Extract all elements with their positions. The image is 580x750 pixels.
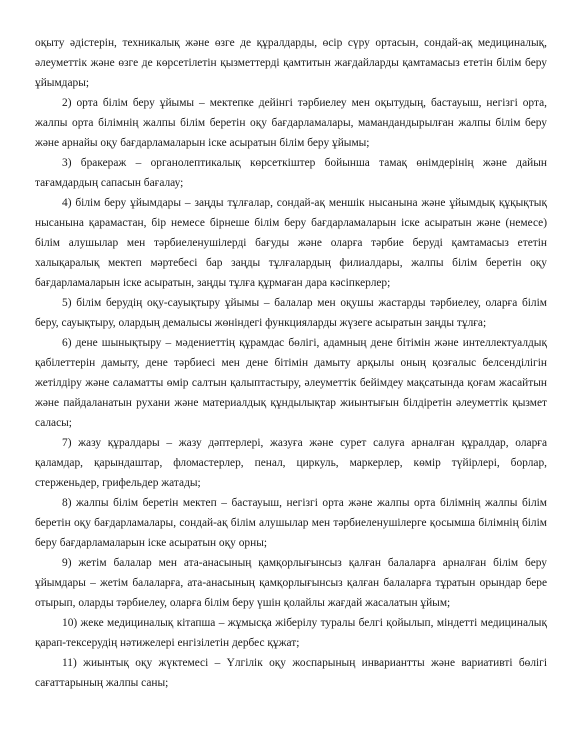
definition-8-general-school: 8) жалпы білім беретін мектеп – бастауыш, негізгі орта және жалпы орта білімнің жалпы білім беретін оқу бағдарламалары, сондай-ақ білім алушылар мен тәрбиеленушілерге қосымша білімнің білім беру бағдарламаларын іске асыратын оқу орны; [35, 497, 547, 549]
definition-5-health-improving-organization: 5) білім берудің оқу-сауықтыру ұйымы – балалар мен оқушы жастарды тәрбиелеу, оларға білім беру, сауықтыру, олардың демалысы жөніндегі функцияларды жүзеге асыратын заңды тұлға; [35, 297, 547, 329]
definition-7-writing-supplies: 7) жазу құралдары – жазу дәптерлері, жазуға және сурет салуға арналған құралдар, оларға қаламдар, қарындаштар, фломастерлер, пенал, циркуль, маркерлер, көмір түйірлері, борлар, стерженьдер, грифельдер жатады; [35, 437, 547, 489]
definition-10-medical-book: 10) жеке медициналық кітапша – жұмысқа жіберілу туралы белгі қойылып, міндетті медициналық қарап-тексерудің нәтижелері енгізілетін дербес құжат; [35, 617, 547, 649]
definition-4-education-organizations: 4) білім беру ұйымдары – заңды тұлғалар, сондай-ақ меншік нысанына және ұйымдық құқықтық нысанына қарамастан, бір немесе бірнеше білім беру бағдарламаларын іске асыратын және (немесе) білім алушылар мен тәрбиеленушілерді бағуды және оларға тәрбие беруді қамтамасыз ететін халықаралық мектеп мәртебесі бар заңды тұлғалардың филиалдары, жалпы білім беретін оқу бағдарламаларын іске асыратын, заңды тұлға құрмаған дара кәсіпкерлер; [35, 197, 547, 289]
definition-2-secondary-education-organization: 2) орта білім беру ұйымы – мектепке дейінгі тәрбиелеу мен оқытудың, бастауыш, негізгі орта, жалпы орта білімнің жалпы білім беретін оқу бағдарламалары, мамандандырылған жалпы білім беру және арнайы оқу бағдарламаларын іске асыратын білім беру ұйымы; [35, 97, 547, 149]
definition-6-physical-culture: 6) дене шынықтыру – мәдениеттің құрамдас бөлігі, адамның дене бітімін және интеллектуалдық қабілеттерін дамыту, дене тәрбиесі мен дене бітімін дамыту арқылы оның қозғалыс белсенділігін жетілдіру және саламатты өмір салтын қалыптастыру, әлеуметтік бейімдеу мақсатында қоғам жасайтын және пайдаланатын рухани және материалдық құндылықтар жиынтығын білдіретін әлеуметтік қызмет саласы; [35, 337, 547, 429]
definition-11-total-study-load: 11) жиынтық оқу жүктемесі – Үлгілік оқу жоспарының инвариантты және вариативті бөлігі сағаттарының жалпы саны; [35, 657, 547, 689]
paragraph-continuation: оқыту әдістерін, техникалық және өзге де құралдарды, өсір сүру ортасын, сондай-ақ медициналық, әлеуметтік және өзге де көрсетілетін қызметтерді қамтитын жағдайларды қамтамасыз ететін білім беру ұйымдары; [35, 37, 547, 89]
document-body [35, 33, 547, 693]
definition-3-brakerazh: 3) бракераж – органолептикалық көрсеткіштер бойынша тамақ өнімдерінің және дайын тағамдардың сапасын бағалау; [35, 157, 547, 189]
definition-9-orphan-education-organizations: 9) жетім балалар мен ата-анасының қамқорлығынсыз қалған балаларға арналған білім беру ұйымдары – жетім балаларға, ата-анасының қамқорлығынсыз қалған балаларға тұратын орындар бере отырып, оларды тәрбиелеу, оларға білім беру үшін қолайлы жағдай жасалатын ұйым; [35, 557, 547, 609]
